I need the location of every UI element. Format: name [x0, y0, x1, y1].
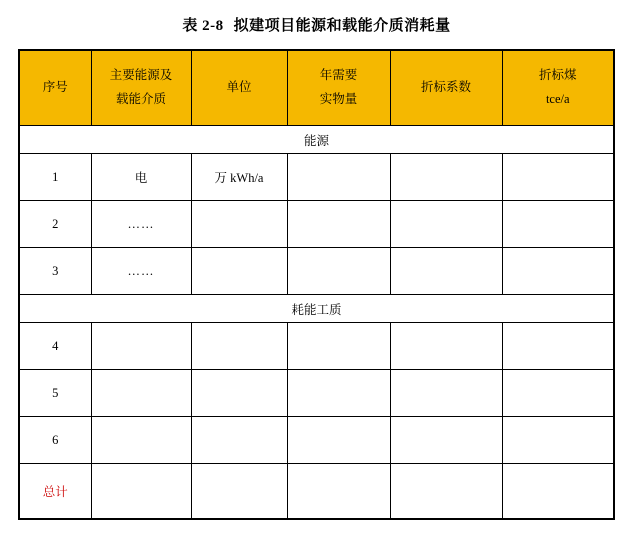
cell-no: 2 [19, 201, 91, 248]
table-row [19, 201, 614, 248]
cell-coal [502, 248, 614, 295]
caption-title: 拟建项目能源和载能介质消耗量 [233, 18, 451, 34]
cell-quantity [287, 201, 390, 248]
total-coal [502, 464, 614, 520]
total-name [91, 464, 191, 520]
total-quantity [287, 464, 390, 520]
cell-no: 4 [19, 323, 91, 370]
section-label-working-medium: 耗能工质 [19, 295, 614, 323]
cell-coal [502, 417, 614, 464]
cell-coefficient [390, 370, 502, 417]
total-coefficient [390, 464, 502, 520]
caption-number: 表 2-8 [182, 18, 224, 34]
cell-name [91, 323, 191, 370]
table-caption [0, 0, 633, 49]
cell-coefficient [390, 323, 502, 370]
section-header-row [19, 295, 614, 323]
cell-unit [191, 370, 287, 417]
table-total-row [19, 464, 614, 520]
cell-no: 3 [19, 248, 91, 295]
column-header-name: 主要能源及 载能介质 [91, 50, 191, 126]
section-header-row [19, 126, 614, 154]
cell-unit [191, 417, 287, 464]
cell-coefficient [390, 248, 502, 295]
cell-coefficient [390, 417, 502, 464]
column-header-coefficient: 折标系数 [390, 50, 502, 126]
table-row [19, 323, 614, 370]
cell-unit [191, 323, 287, 370]
table-row [19, 370, 614, 417]
section-label-energy: 能源 [19, 126, 614, 154]
cell-unit: 万 kWh/a [191, 154, 287, 201]
total-label: 总计 [19, 464, 91, 520]
cell-quantity [287, 370, 390, 417]
cell-quantity [287, 323, 390, 370]
table-header-row [19, 50, 614, 126]
cell-coal [502, 323, 614, 370]
cell-name [91, 370, 191, 417]
cell-quantity [287, 154, 390, 201]
cell-quantity [287, 417, 390, 464]
cell-no: 5 [19, 370, 91, 417]
cell-coal [502, 370, 614, 417]
cell-unit [191, 248, 287, 295]
column-header-quantity: 年需要 实物量 [287, 50, 390, 126]
table-row [19, 248, 614, 295]
cell-no: 6 [19, 417, 91, 464]
cell-unit [191, 201, 287, 248]
cell-name: 电 [91, 154, 191, 201]
total-unit [191, 464, 287, 520]
cell-no: 1 [19, 154, 91, 201]
energy-consumption-table [18, 49, 615, 520]
cell-name: …… [91, 201, 191, 248]
column-header-unit: 单位 [191, 50, 287, 126]
column-header-coal: 折标煤 tce/a [502, 50, 614, 126]
cell-coal [502, 154, 614, 201]
table-row [19, 417, 614, 464]
cell-coal [502, 201, 614, 248]
table-row [19, 154, 614, 201]
column-header-no: 序号 [19, 50, 91, 126]
cell-quantity [287, 248, 390, 295]
cell-name: …… [91, 248, 191, 295]
cell-coefficient [390, 201, 502, 248]
cell-name [91, 417, 191, 464]
cell-coefficient [390, 154, 502, 201]
